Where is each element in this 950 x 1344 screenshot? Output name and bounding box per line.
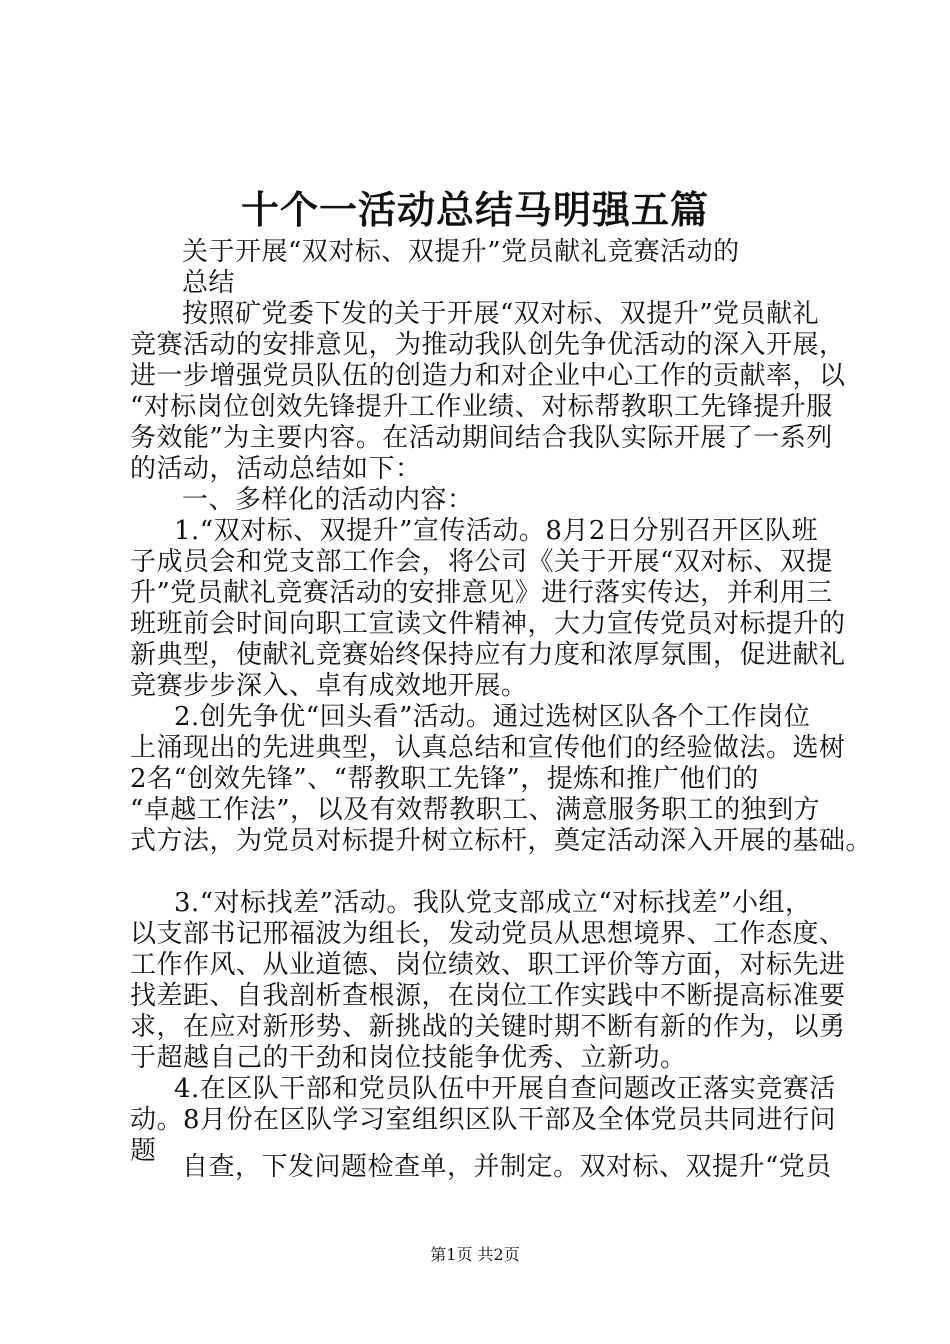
section-heading-text: 一、多样化的活动内容： bbox=[182, 485, 474, 515]
paragraph-line: 式方法，为党员对标提升树立标杆，奠定活动深入开展的基础。 bbox=[130, 826, 873, 856]
paragraph-line: 升”党员献礼竞赛活动的安排意见》进行落实传达，并利用三 bbox=[130, 578, 833, 608]
paragraph-line: 1.“双对标、双提升”宣传活动。8月2日分别召开区队班 bbox=[174, 516, 818, 546]
paragraph-line: 务效能”为主要内容。在活动期间结合我队实际开展了一系列 bbox=[130, 423, 833, 453]
paragraph-line: 2.创先争优“回头看”活动。通过选树区队各个工作岗位 bbox=[174, 702, 811, 732]
continued-paragraph bbox=[130, 1152, 850, 1183]
paragraph-line: 新典型，使献礼竞赛始终保持应有力度和浓厚氛围，促进献礼 bbox=[130, 640, 846, 670]
item-2-paragraph bbox=[130, 702, 873, 857]
paragraph-line: 竞赛活动的安排意见，为推动我队创先争优活动的深入开展， bbox=[130, 330, 846, 360]
paragraph-line: 工作作风、从业道德、岗位绩效、职工评价等方面，对标先进 bbox=[130, 950, 846, 980]
subtitle bbox=[130, 237, 850, 299]
subtitle-line: 总结 bbox=[182, 268, 236, 298]
page-number: 第1页 共2页 bbox=[430, 1245, 520, 1264]
paragraph-line: 2名“创效先锋”、“帮教职工先锋”，提炼和推广他们的 bbox=[130, 764, 759, 794]
paragraph-line: 班班前会时间向职工宣读文件精神，大力宣传党员对标提升的 bbox=[130, 609, 846, 639]
intro-paragraph bbox=[130, 299, 850, 485]
paragraph-line: 上涌现出的先进典型，认真总结和宣传他们的经验做法。选树 bbox=[130, 733, 846, 763]
document-title: 十个一活动总结马明强五篇 bbox=[240, 187, 709, 232]
paragraph-line: 以支部书记邢福波为组长，发动党员从思想境界、工作态度、 bbox=[130, 919, 846, 949]
section-heading bbox=[130, 485, 850, 516]
item-3-paragraph bbox=[130, 888, 850, 1074]
paragraph-line: 动。8月份在区队学习室组织区队干部及全体党员共同进行问 bbox=[130, 1105, 837, 1135]
paragraph-line: 进一步增强党员队伍的创造力和对企业中心工作的贡献率，以 bbox=[130, 361, 846, 391]
item-1-paragraph bbox=[130, 516, 850, 702]
paragraph-line: “卓越工作法”，以及有效帮教职工、满意服务职工的独到方 bbox=[130, 795, 821, 825]
subtitle-line: 关于开展“双对标、双提升”党员献礼竞赛活动的 bbox=[182, 237, 740, 267]
paragraph-line: 题 bbox=[130, 1136, 157, 1166]
paragraph-line: 求，在应对新形势、新挑战的关键时期不断有新的作为，以勇 bbox=[130, 1012, 846, 1042]
paragraph-line: 找差距、自我剖析查根源，在岗位工作实践中不断提高标准要 bbox=[130, 981, 846, 1011]
paragraph-line: 4.在区队干部和党员队伍中开展自查问题改正落实竞赛活 bbox=[174, 1074, 836, 1104]
paragraph-line: 子成员会和党支部工作会，将公司《关于开展“双对标、双提 bbox=[130, 547, 833, 577]
paragraph-line: 于超越自己的干劲和岗位技能争优秀、立新功。 bbox=[130, 1043, 687, 1073]
paragraph-line: 按照矿党委下发的关于开展“双对标、双提升”党员献礼 bbox=[182, 299, 820, 329]
paragraph-line: 自查，下发问题检查单，并制定。双对标、双提升“党员 bbox=[182, 1152, 832, 1182]
paragraph-line: 3.“对标找差”活动。我队党支部成立“对标找差”小组， bbox=[174, 888, 812, 918]
paragraph-line: 竞赛步步深入、卓有成效地开展。 bbox=[130, 671, 528, 701]
paragraph-line: 的活动，活动总结如下： bbox=[130, 454, 422, 484]
paragraph-line: “对标岗位创效先锋提升工作业绩、对标帮教职工先锋提升服 bbox=[130, 392, 833, 422]
